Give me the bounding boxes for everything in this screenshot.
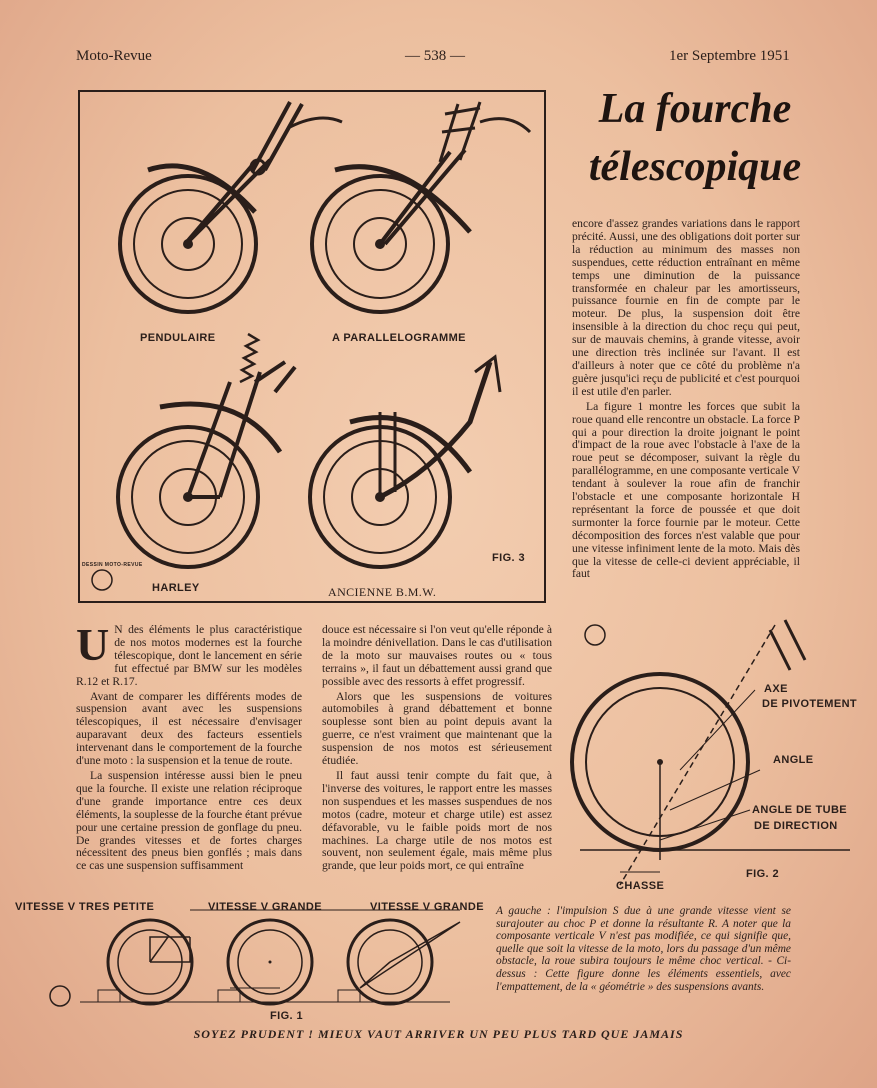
fig3-label: FIG. 3: [492, 552, 525, 564]
footer-slogan: SOYEZ PRUDENT ! MIEUX VAUT ARRIVER UN PEU PLUS TARD QUE JAMAIS: [193, 1027, 684, 1041]
fig1-label: FIG. 1: [270, 1010, 303, 1022]
magazine-name: Moto-Revue: [76, 48, 152, 64]
label-chasse: CHASSE: [616, 880, 665, 892]
fig3-illustration: [78, 90, 546, 603]
right-column: encore d'assez grandes variations dans le rapport précité. Aussi, une des obligations doit porter sur la réduction au minimum des masses non suspendues, cette réduction entraînant en même temps une diminution de la puissance transformée en chaleur par les amortisseurs, puissance fournie en fin de compte par le moteur. De plus, la suspension doit être insensible à la direction du choc reçu qui peut, sur de mauvais chemins, à grande vitesse, avoir une direction très inclinée sur l'avant. Il est d'ailleurs à noter que ce côté du problème n'a guère jusqu'ici reçu de publicité et c'est pourquoi il est utile d'en parler. La figure 1 montre les forces que subit la roue quand elle rencontre un obstacle. La force P qui a pour direction la droite joignant le point d'impact de la roue avec l'obstacle à l'axe de la roue peut se décomposer, suivant la règle du parallélogramme, en une composante verticale V tendant à soulever la roue afin de franchir l'obstacle et une composante horizontale H représentant la force de poussée et que doit surmonter la force fournie par le moteur. Cette décomposition des forces n'est valable que pour une vitesse infiniment lente de la moto. Mais dès que la vitesse de celle-ci devient appréciable, il faut: [572, 217, 800, 581]
fig2-geometry-drawing: [560, 610, 860, 890]
label-parallelogramme: A PARALLELOGRAMME: [332, 332, 466, 344]
fig1-force-diagram: [40, 912, 470, 1022]
wheel-slow: [80, 920, 210, 1004]
fork-drawings: [80, 92, 548, 605]
label-vitesse-grande-1: VITESSE V GRANDE: [208, 901, 322, 913]
label-angle-tube: ANGLE DE TUBE: [752, 804, 848, 816]
dessin-stamp: DESSIN MOTO-REVUE: [82, 562, 143, 568]
parallelogramme-wheel: [312, 102, 530, 312]
harley-wheel: [118, 334, 295, 567]
pendulaire-wheel: [120, 102, 342, 312]
article-title: La fourche télescopique: [588, 86, 802, 190]
label-pendulaire: PENDULAIRE: [140, 332, 216, 344]
label-bmw: ANCIENNE B.M.W.: [328, 585, 437, 599]
label-angle: ANGLE: [773, 754, 814, 766]
label-vitesse-grande-2: VITESSE V GRANDE: [370, 901, 484, 913]
column-2: douce est nécessaire si l'on veut qu'elle réponde à la moindre dénivellation. Dans le cas d'utilisation de la moto sur mauvaises routes ou « tous terrains », il faut un débattement aussi grand que possible avec des ressorts à effet progressif. Alors que les suspensions de voitures automobiles à grand débattement et bonne souplesse sont bien au point depuis avant la guerre, ce n'est vraiment que maintenant que la suspension de nos motos est sérieusement étudiée. Il faut aussi tenir compte du fait que, à l'inverse des voitures, le rapport entre les masses non suspendues et les masses suspendues de nos motos (cadre, moteur et charge utile) est assez défavorable, vu le faible poids mort de nos machines. La charge utile de nos motos est souvent, non seulement égale, mais même plus grande, que leur poids mort, ce qui entraîne: [322, 623, 552, 873]
wheel-fast-resultant: [320, 910, 460, 1004]
column-1: U N des éléments le plus caractéristique de nos motos modernes est la fourche télescopique, dont le lancement en série fut effectué par BMW sur les modèles R.12 et R.17. Avant de comparer les différents modes de suspension avant avec les suspensions télescopiques, il est nécessaire d'envisager auparavant deux des facteurs essentiels intervenant dans le comportement de la fourche d'une moto : la suspension et la tenue de route. La suspension intéresse aussi bien le pneu que la fourche. Il existe une relation réciproque d'une grande importance entre ces deux éléments, la souplesse de la fourche étant prévue pour une certaine pression de gonflage du pneu. De grandes vitesses et de fortes charges nécessitent des pneus bien gonflés ; mais dans ce cas une suspension suffisamment: [76, 619, 302, 873]
fig2-label: FIG. 2: [746, 868, 779, 880]
issue-date: 1er Septembre 1951: [669, 48, 790, 64]
bmw-wheel: [310, 357, 500, 567]
label-harley: HARLEY: [152, 582, 200, 594]
label-direction: DE DIRECTION: [754, 820, 838, 832]
label-axe: AXE: [764, 683, 788, 695]
page-number: — 538 —: [405, 48, 465, 64]
label-pivot: DE PIVOTEMENT: [762, 698, 858, 710]
figure-caption: A gauche : l'impulsion S due à une grande vitesse vient se surajouter au choc P et donne la résultante R. A noter que la composante verticale V n'est pas modifiée, ce qui signifie que, quelle que soit la vitesse de la moto, lors du passage d'un même obstacle, la roue subira toujours le même choc vertical. - Ci-dessus : Cette figure donne les éléments essentiels, avec l'empattement, de la « géométrie » des suspensions avants.: [496, 905, 791, 993]
label-vitesse-petite: VITESSE V TRES PETITE: [15, 901, 155, 913]
drop-cap: U: [76, 619, 110, 670]
